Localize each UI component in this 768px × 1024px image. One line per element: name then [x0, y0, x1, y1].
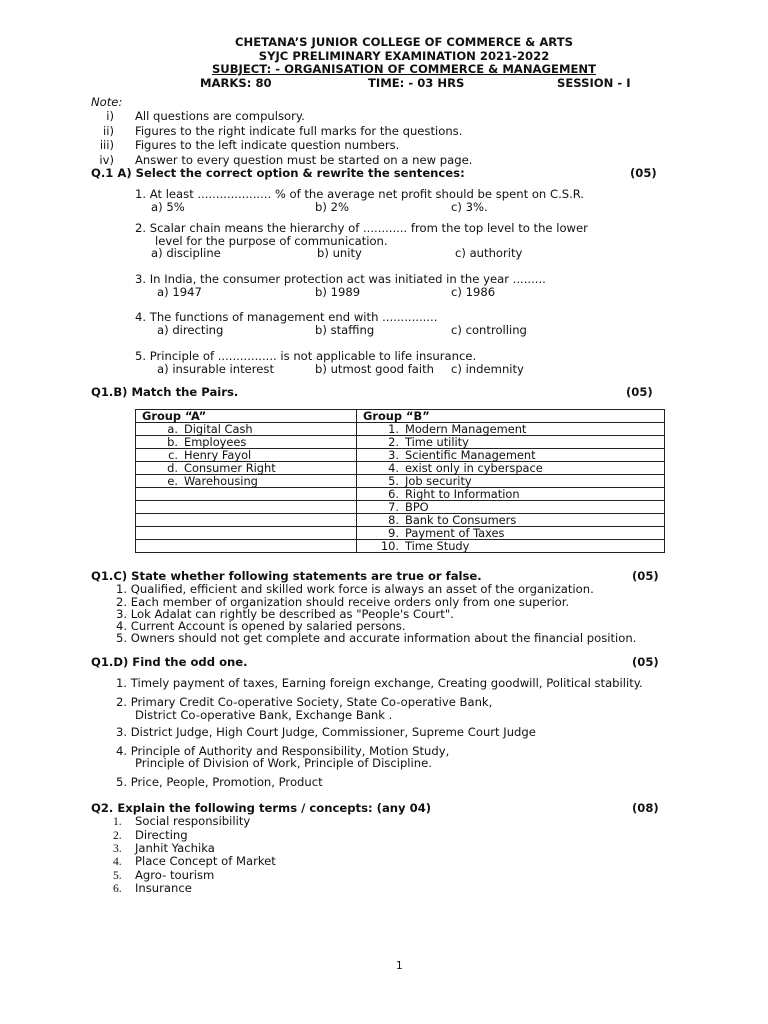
group-a-index: b.: [167, 435, 178, 449]
note-text: Figures to the right indicate full marks for the questions.: [135, 124, 463, 138]
list-item: 2. Primary Credit Co-operative Society, State Co-operative Bank,: [116, 695, 493, 709]
group-b-index: 7.: [388, 500, 399, 514]
group-a-text: Warehousing: [184, 474, 258, 488]
group-b-header: Group “B”: [357, 410, 665, 423]
note-num: ii): [103, 124, 114, 138]
group-b-text: Job security: [405, 474, 472, 488]
exam-title: SYJC PRELIMINARY EXAMINATION 2021-2022: [258, 49, 550, 63]
mcq-stem-continued: level for the purpose of communication.: [155, 234, 388, 248]
group-a-cell: [136, 540, 357, 553]
q1d-title: Q1.D) Find the odd one.: [91, 655, 248, 669]
mcq-option-c: c) 1986: [451, 285, 496, 299]
table-header-row: [136, 410, 665, 423]
mcq-option-b: b) utmost good faith: [315, 362, 435, 376]
mcq-stem: 1. At least .................... % of the average net profit should be spent on C.S.R.: [135, 187, 585, 201]
list-item: 4. Principle of Authority and Responsibility, Motion Study,: [116, 744, 450, 758]
group-b-cell: [357, 527, 665, 540]
group-b-index: 5.: [388, 474, 399, 488]
mcq-option-c: c) authority: [455, 246, 523, 260]
group-a-cell: [136, 423, 357, 436]
list-number: 6.: [113, 882, 122, 895]
note-label: Note:: [91, 95, 123, 109]
mcq-stem: 2. Scalar chain means the hierarchy of ............ from the top level to the lower: [135, 221, 588, 235]
note-num: iii): [99, 138, 114, 152]
group-b-index: 4.: [388, 461, 399, 475]
group-b-text: exist only in cyberspace: [405, 461, 543, 475]
session-label: SESSION - I: [557, 76, 631, 90]
group-b-text: Bank to Consumers: [405, 513, 517, 527]
list-number: 2.: [113, 829, 122, 842]
note-text: Figures to the left indicate question numbers.: [135, 138, 400, 152]
group-a-text: Consumer Right: [184, 461, 276, 475]
group-a-cell: [136, 449, 357, 462]
college-name: CHETANA’S JUNIOR COLLEGE OF COMMERCE & ARTS: [235, 35, 573, 49]
q1b-marks: (05): [626, 385, 653, 399]
marks-label: MARKS: 80: [200, 76, 272, 90]
mcq-option-a: a) discipline: [151, 246, 221, 260]
list-item: 1. Timely payment of taxes, Earning foreign exchange, Creating goodwill, Political stability.: [116, 676, 643, 690]
mcq-option-a: a) 5%: [151, 200, 185, 214]
group-b-text: Time utility: [405, 435, 469, 449]
mcq-stem: 5. Principle of ................ is not applicable to life insurance.: [135, 349, 477, 363]
table-row: [136, 501, 665, 514]
q1a-marks: (05): [630, 166, 657, 180]
time-label: TIME: - 03 HRS: [368, 76, 465, 90]
list-item-continued: District Co-operative Bank, Exchange Bank .: [135, 708, 393, 722]
group-a-cell: [136, 462, 357, 475]
group-a-cell: [136, 501, 357, 514]
table-row: [136, 423, 665, 436]
q1b-title: Q1.B) Match the Pairs.: [91, 385, 239, 399]
list-item: Social responsibility: [135, 814, 251, 828]
table-row: [136, 462, 665, 475]
mcq-stem: 4. The functions of management end with ...............: [135, 310, 438, 324]
mcq-option-a: a) insurable interest: [157, 362, 275, 376]
group-b-cell: [357, 540, 665, 553]
mcq-option-c: c) indemnity: [451, 362, 524, 376]
group-b-cell: [357, 449, 665, 462]
group-a-text: Employees: [184, 435, 247, 449]
group-a-index: d.: [167, 461, 178, 475]
group-b-cell: [357, 462, 665, 475]
q1c-marks: (05): [632, 569, 659, 583]
mcq-option-a: a) directing: [157, 323, 224, 337]
list-number: 1.: [113, 815, 122, 828]
list-item-continued: Principle of Division of Work, Principle of Discipline.: [135, 756, 432, 770]
table-row: [136, 475, 665, 488]
list-item: 4. Current Account is opened by salaried persons.: [116, 619, 406, 633]
group-b-text: Scientific Management: [405, 448, 536, 462]
table-row: [136, 488, 665, 501]
mcq-option-b: b) 1989: [315, 285, 361, 299]
match-pairs-table: [135, 409, 665, 553]
group-a-cell: [136, 514, 357, 527]
q2-title: Q2. Explain the following terms / concepts: (any 04): [91, 801, 432, 815]
list-item: 3. District Judge, High Court Judge, Commissioner, Supreme Court Judge: [116, 725, 536, 739]
note-num: iv): [99, 153, 114, 167]
table-row: [136, 540, 665, 553]
group-a-index: e.: [167, 474, 178, 488]
group-b-text: BPO: [405, 500, 429, 514]
group-b-cell: [357, 423, 665, 436]
list-item: 5. Price, People, Promotion, Product: [116, 775, 323, 789]
group-b-index: 10.: [380, 539, 399, 553]
group-b-index: 2.: [388, 435, 399, 449]
group-a-index: a.: [167, 422, 178, 436]
group-b-index: 1.: [388, 422, 399, 436]
table-row: [136, 514, 665, 527]
group-b-text: Time Study: [405, 539, 470, 553]
mcq-option-c: c) controlling: [451, 323, 527, 337]
group-b-text: Right to Information: [405, 487, 520, 501]
list-item: 3. Lok Adalat can rightly be described as "People's Court".: [116, 607, 454, 621]
group-b-cell: [357, 514, 665, 527]
note-text: Answer to every question must be started on a new page.: [135, 153, 473, 167]
group-b-index: 3.: [388, 448, 399, 462]
list-item: Insurance: [135, 881, 192, 895]
mcq-option-b: b) 2%: [315, 200, 349, 214]
q1d-marks: (05): [632, 655, 659, 669]
group-b-cell: [357, 488, 665, 501]
group-b-index: 9.: [388, 526, 399, 540]
group-a-text: Henry Fayol: [184, 448, 252, 462]
group-b-cell: [357, 436, 665, 449]
table-row: [136, 436, 665, 449]
subject-title: SUBJECT: - ORGANISATION OF COMMERCE & MANAGEMENT: [211, 62, 597, 76]
list-item: Agro- tourism: [135, 868, 215, 882]
group-a-text: Digital Cash: [184, 422, 253, 436]
page-number: 1: [396, 960, 403, 972]
group-a-cell: [136, 436, 357, 449]
group-a-header: Group “A”: [136, 410, 357, 423]
note-text: All questions are compulsory.: [135, 109, 305, 123]
table-row: [136, 527, 665, 540]
group-b-text: Payment of Taxes: [405, 526, 505, 540]
list-number: 3.: [113, 842, 122, 855]
table-row: [136, 449, 665, 462]
list-item: 1. Qualified, efficient and skilled work force is always an asset of the organization.: [116, 582, 594, 596]
list-item: Place Concept of Market: [135, 854, 276, 868]
group-b-index: 8.: [388, 513, 399, 527]
q2-marks: (08): [632, 801, 659, 815]
mcq-option-b: b) staffing: [315, 323, 375, 337]
mcq-stem: 3. In India, the consumer protection act was initiated in the year .........: [135, 272, 546, 286]
list-item: Janhit Yachika: [135, 841, 215, 855]
mcq-option-c: c) 3%.: [451, 200, 488, 214]
group-b-text: Modern Management: [405, 422, 527, 436]
list-item: Directing: [135, 828, 188, 842]
group-a-index: c.: [168, 448, 178, 462]
group-a-cell: [136, 488, 357, 501]
list-item: 2. Each member of organization should receive orders only from one superior.: [116, 595, 570, 609]
mcq-option-b: b) unity: [317, 246, 362, 260]
q1a-title: Q.1 A) Select the correct option & rewrite the sentences:: [91, 166, 465, 180]
group-a-cell: [136, 527, 357, 540]
list-number: 5.: [113, 869, 122, 882]
group-a-cell: [136, 475, 357, 488]
list-number: 4.: [113, 855, 122, 868]
group-b-index: 6.: [388, 487, 399, 501]
list-item: 5. Owners should not get complete and accurate information about the financial position.: [116, 631, 637, 645]
q1c-title: Q1.C) State whether following statements are true or false.: [91, 569, 482, 583]
group-b-cell: [357, 475, 665, 488]
group-b-cell: [357, 501, 665, 514]
mcq-option-a: a) 1947: [157, 285, 202, 299]
note-num: i): [106, 109, 114, 123]
